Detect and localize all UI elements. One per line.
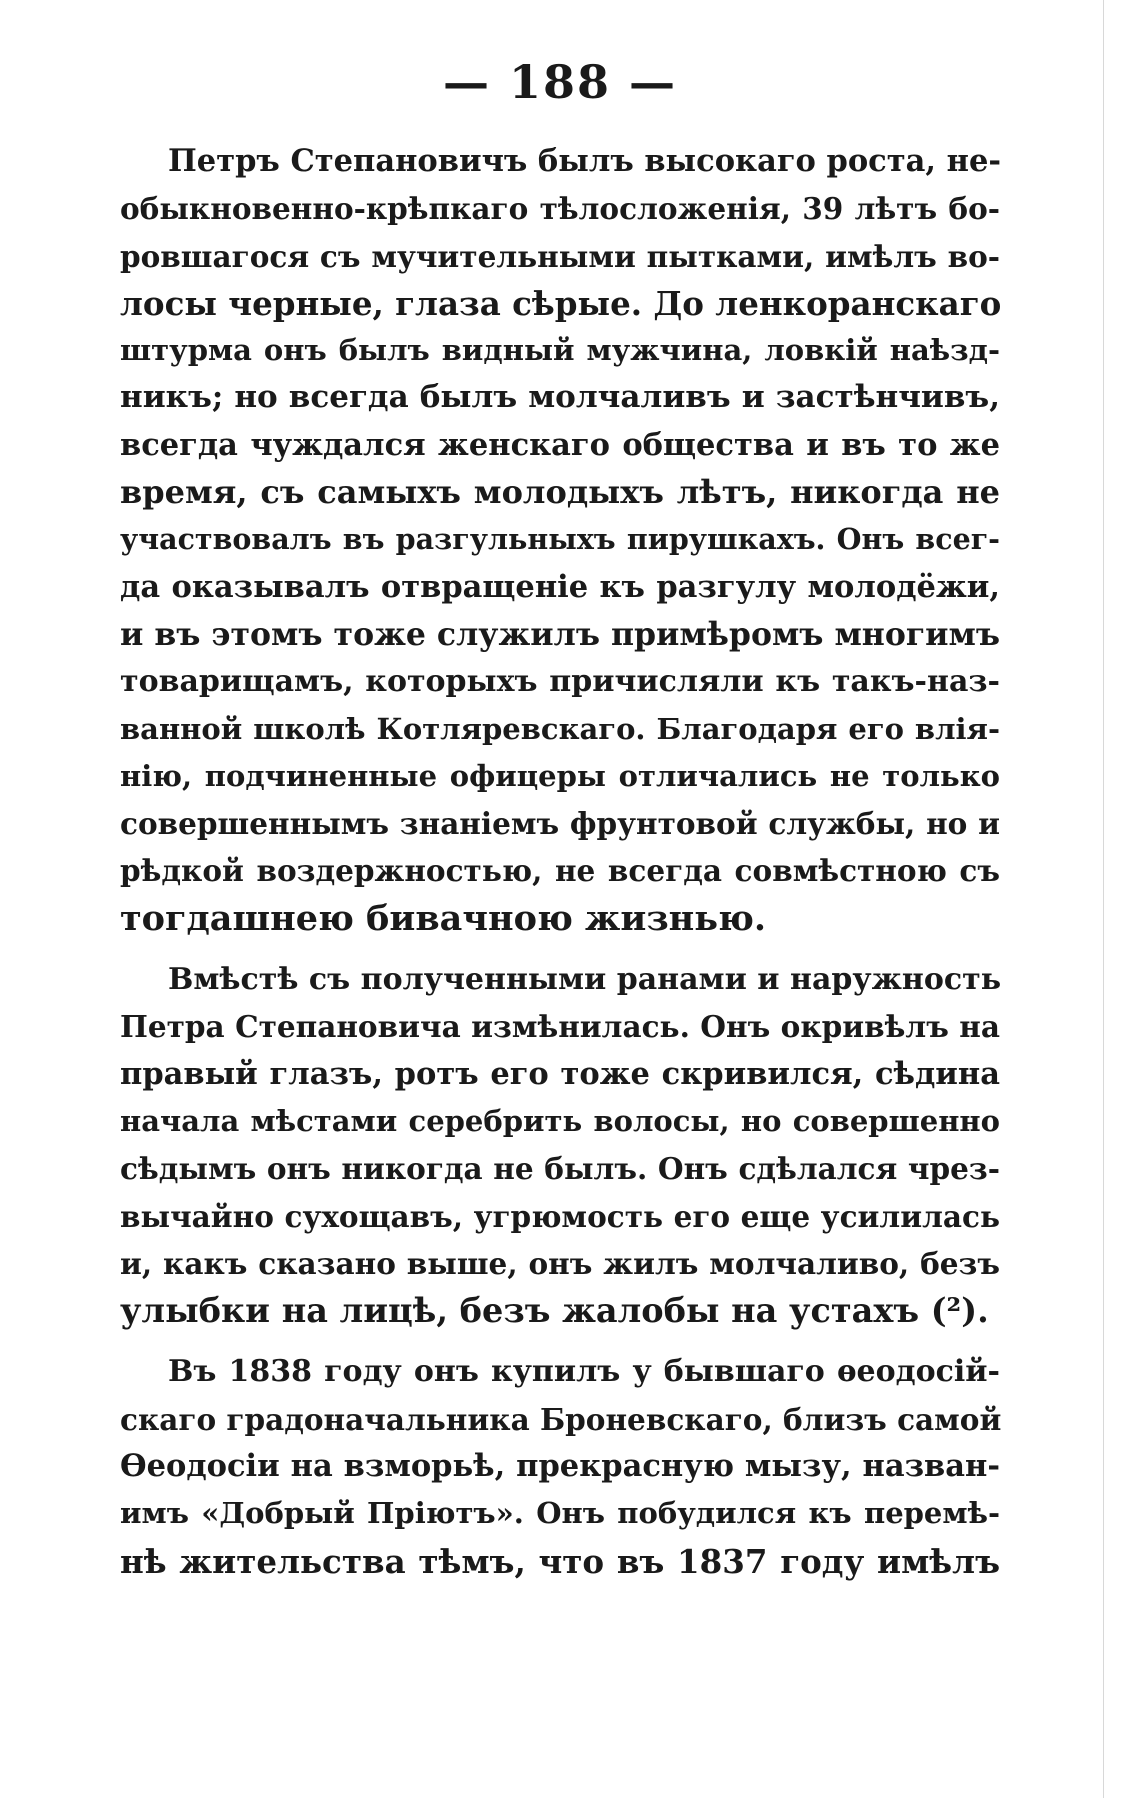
text-line: товарищамъ, которыхъ причисляли къ такъ-наз- <box>120 664 1000 700</box>
text-line: улыбки на лицѣ, безъ жалобы на устахъ <box>120 1291 920 1331</box>
page-edge-line <box>1103 0 1104 1798</box>
text-line: участвовалъ въ разгульныхъ пирушкахъ. Онъ всег- <box>120 522 1000 557</box>
text-line: Въ 1838 году онъ купилъ у бывшаго ѳеодосій- <box>168 1354 1000 1390</box>
text-line: штурма онъ былъ видный мужчина, ловкій наѣзд- <box>120 333 1000 368</box>
text-line: обыкновенно-крѣпкаго тѣлосложенія, 39 лѣтъ бо- <box>120 191 1000 227</box>
text-line: Вмѣстѣ съ полученными ранами и наружность <box>168 962 1002 998</box>
text-line: нію, подчиненные офицеры отличались не только <box>120 758 1000 793</box>
paragraph-2 <box>120 956 1000 1334</box>
text-line: всегда чуждался женскаго общества и въ то же <box>120 426 1000 463</box>
paragraph-1 <box>120 138 1000 942</box>
paragraph-3 <box>120 1348 1000 1584</box>
text-line: никъ; но всегда былъ молчаливъ и застѣнчивъ, <box>120 379 1000 416</box>
text-line: Ѳеодосіи на взморьѣ, прекрасную мызу, назван- <box>120 1448 1000 1485</box>
text-line: вычайно сухощавъ, угрюмость его еще усилилась <box>120 1198 1000 1234</box>
text-line: рѣдкой воздержностью, не всегда совмѣстною съ <box>120 853 1000 889</box>
text-line: сѣдымъ онъ никогда не былъ. Онъ сдѣлался чрез- <box>120 1151 1000 1187</box>
text-line-with-footnote <box>120 1287 1000 1334</box>
text-line: и въ этомъ тоже служилъ примѣромъ многимъ <box>120 615 1001 653</box>
text-line: начала мѣстами серебрить волосы, но совершенно <box>120 1103 1000 1138</box>
text-line: Петра Степановича измѣнилась. Онъ окривѣлъ на <box>120 1009 1000 1045</box>
text-line: да оказывалъ отвращеніе къ разгулу молодёжи, <box>120 568 1000 605</box>
text-line: ровшагося съ мучительными пытками, имѣлъ во- <box>120 238 1000 274</box>
text-line: совершеннымъ знаніемъ фрунтовой службы, но и <box>120 806 1000 842</box>
page-number: — 188 — <box>442 55 678 109</box>
text-line: ванной школѣ Котляревскаго. Благодаря его влія- <box>120 711 1000 746</box>
text-line: тогдашнею бивачною жизнью. <box>120 897 767 939</box>
footnote-reference: (²). <box>930 1291 989 1331</box>
text-line: имъ «Добрый Пріютъ». Онъ побудился къ перемѣ- <box>120 1496 1000 1531</box>
text-line: нѣ жительства тѣмъ, что въ 1837 году имѣлъ <box>120 1541 1000 1581</box>
text-line: и, какъ сказано выше, онъ жилъ молчаливо, безъ <box>120 1245 1000 1281</box>
text-line: скаго градоначальника Броневскаго, близъ самой <box>120 1401 1002 1437</box>
text-line: правый глазъ, ротъ его тоже скривился, сѣдина <box>120 1055 1000 1092</box>
body-text <box>120 138 1000 1599</box>
text-line: время, съ самыхъ молодыхъ лѣтъ, никогда не <box>120 473 1000 512</box>
text-line: лосы черные, глаза сѣрые. До ленкоранскаго <box>120 283 1002 323</box>
text-line: Петръ Степановичъ былъ высокаго роста, не- <box>168 143 1002 179</box>
